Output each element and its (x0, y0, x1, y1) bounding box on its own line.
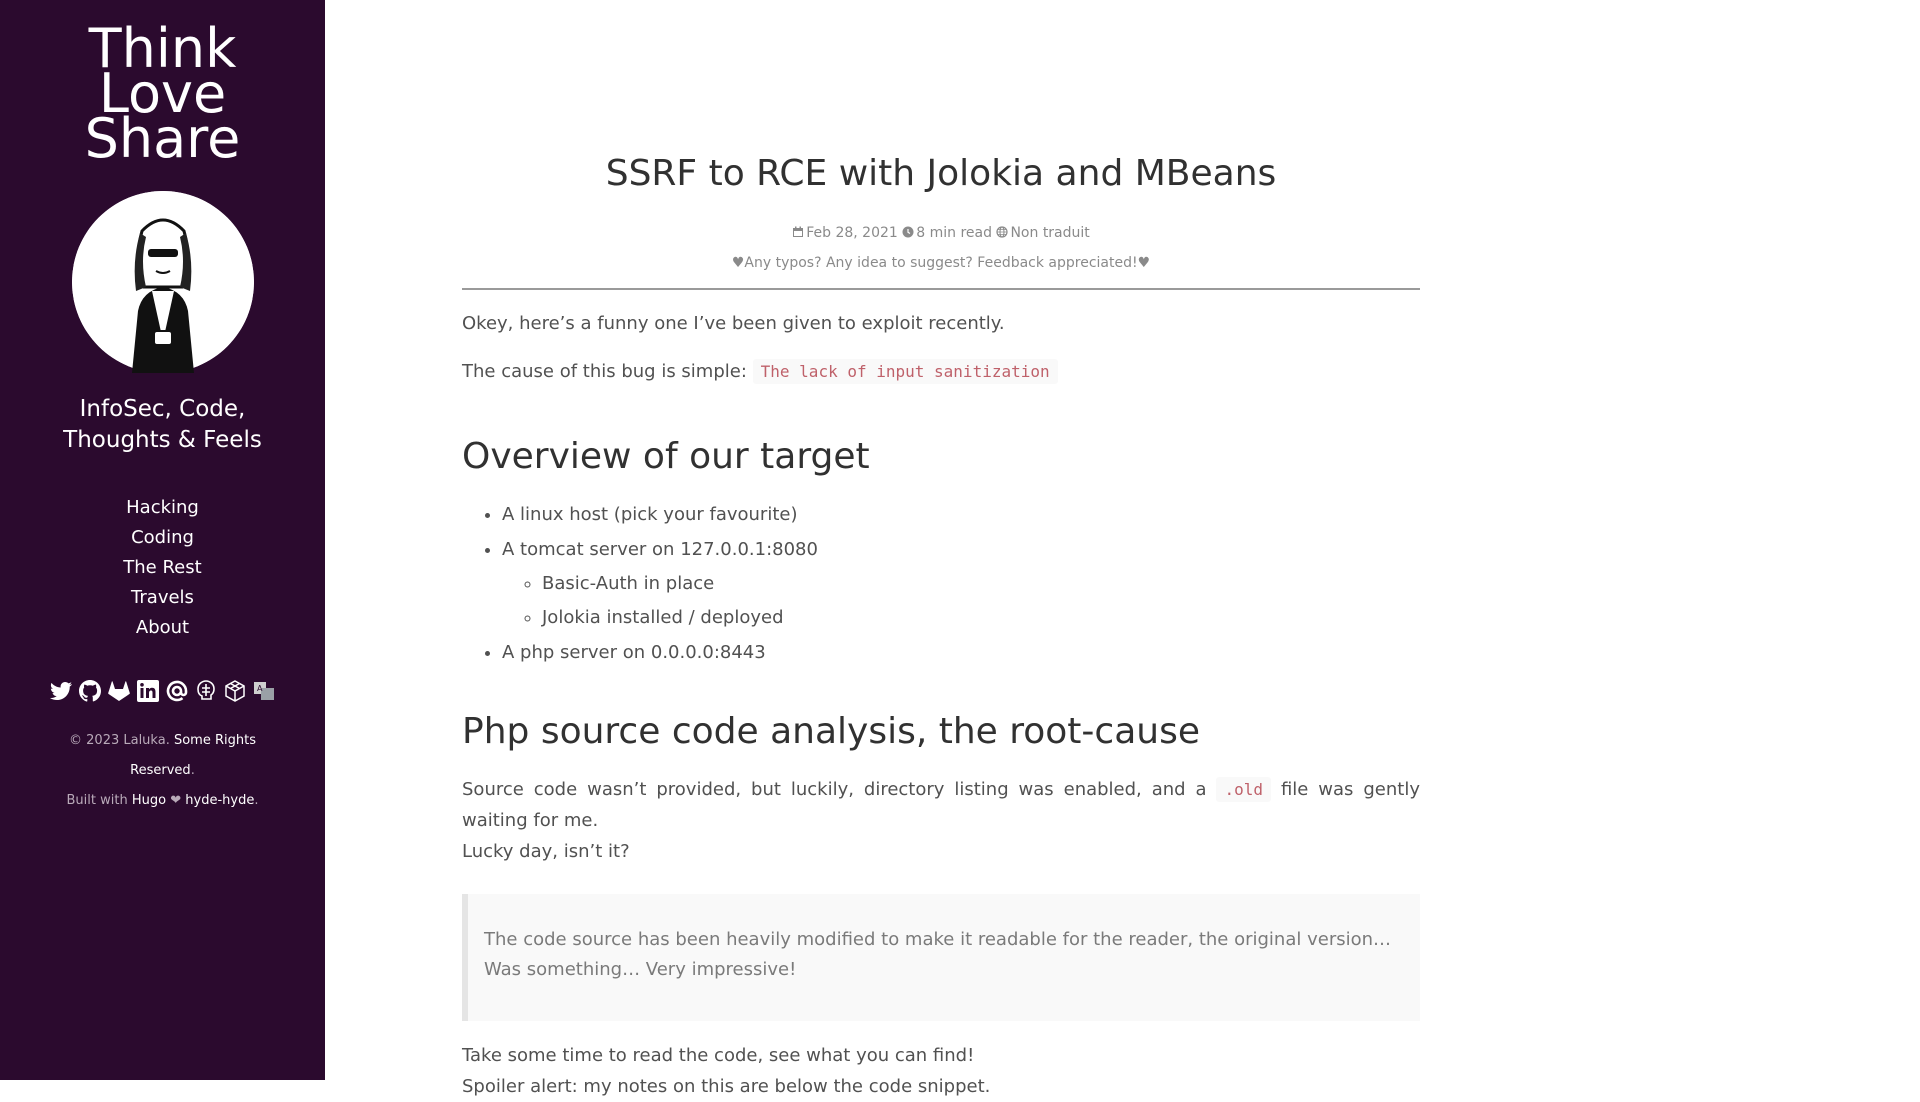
sidebar (0, 0, 325, 1080)
heart-icon: ♥ (1137, 255, 1151, 271)
target-list (502, 497, 1402, 670)
source-suffix: file was gently waiting for me. (462, 779, 1420, 831)
hugo-link[interactable]: Hugo (131, 793, 167, 808)
nav-link-hacking[interactable]: Hacking (126, 497, 199, 518)
nav-link-coding[interactable]: Coding (131, 527, 194, 548)
post-meta (462, 225, 1420, 241)
sidebar-item-the-rest (0, 553, 325, 583)
theme-link[interactable]: hyde-hyde (185, 793, 255, 808)
cube-icon[interactable] (223, 679, 247, 703)
built-with-text: Built with (66, 793, 128, 808)
sub-list (502, 567, 1402, 635)
hackthebox-icon[interactable] (194, 679, 218, 703)
sidebar-item-travels (0, 583, 325, 613)
quote-line: Was something… Very impressive! (484, 959, 797, 980)
nav-link-about[interactable]: About (135, 617, 190, 638)
site-title-line: Share (84, 107, 241, 170)
translation-status: Non traduit (1010, 225, 1090, 241)
list-item: • A php server on 0.0.0.0:8443 (502, 635, 1402, 670)
intro-paragraph: Okey, here’s a funny one I’ve been given to exploit recently. (462, 313, 1005, 334)
sidebar-item-about (0, 613, 325, 643)
inline-code: The lack of input sanitization (753, 359, 1058, 384)
source-paragraph (462, 774, 1420, 867)
site-tagline: InfoSec, Code, Thoughts & Feels (63, 396, 262, 453)
divider (462, 288, 1420, 290)
calendar-icon (792, 226, 804, 238)
sidebar-item-coding (0, 523, 325, 553)
closing-paragraph (462, 1040, 1420, 1102)
cause-prefix: The cause of this bug is simple: (462, 361, 747, 382)
take-time-text: Take some time to read the code, see what you can find! (462, 1045, 975, 1066)
post-title: SSRF to RCE with Jolokia and MBeans (605, 153, 1277, 194)
blockquote (462, 894, 1420, 1021)
heading-overview: Overview of our target (462, 436, 870, 477)
rights-link[interactable]: Some Rights Reserved (130, 733, 256, 778)
avatar-illustration (72, 191, 254, 373)
heading-analysis: Php source code analysis, the root-cause (462, 711, 1200, 752)
site-title-link[interactable] (0, 17, 325, 170)
read-time: 8 min read (916, 225, 992, 241)
globe-icon (996, 226, 1008, 238)
list-item (502, 532, 1402, 635)
avatar (72, 191, 254, 373)
site-title-line: Love (98, 62, 227, 125)
github-icon[interactable] (78, 679, 102, 703)
gitlab-icon[interactable] (107, 679, 131, 703)
site-title-line: Think (88, 17, 237, 80)
source-prefix: Source code wasn’t provided, but luckily, directory listing was enabled, and a (462, 779, 1207, 800)
nav-link-travels[interactable]: Travels (131, 587, 194, 608)
linkedin-icon[interactable] (136, 679, 160, 703)
list-item: ◦ Jolokia installed / deployed (542, 601, 1402, 635)
clock-icon (902, 226, 914, 238)
spoiler-text: Spoiler alert: my notes on this are below the code snippet. (462, 1076, 991, 1097)
sidebar-footer: © 2023 Laluka. Some Rights Reserved. Built with Hugo ❤ hyde-hyde. (66, 733, 259, 808)
translate-icon[interactable] (252, 679, 276, 703)
sidebar-item-hacking (0, 493, 325, 523)
heart-icon: ♥ (731, 255, 745, 271)
post-date: Feb 28, 2021 (806, 225, 898, 241)
sidebar-nav (0, 493, 325, 643)
feedback-text: Any typos? Any idea to suggest? Feedback appreciated! (744, 255, 1138, 271)
twitter-icon[interactable] (49, 679, 73, 703)
social-links (0, 679, 325, 703)
list-item: ◦ Basic-Auth in place (542, 567, 1402, 601)
feedback-note (462, 255, 1420, 271)
email-icon[interactable] (165, 679, 189, 703)
quote-line: The code source has been heavily modified to make it readable for the reader, the original version… (484, 929, 1392, 950)
list-item-text: A tomcat server on 127.0.0.1:8080 (502, 539, 818, 560)
nav-link-the-rest[interactable]: The Rest (123, 557, 202, 578)
svg-text:A: A (257, 684, 263, 693)
cause-paragraph (462, 356, 1420, 387)
copyright-text: © 2023 Laluka. (69, 733, 170, 748)
inline-code: .old (1216, 777, 1271, 802)
lucky-text: Lucky day, isn’t it? (462, 841, 630, 862)
heart-icon: ❤ (170, 793, 182, 808)
list-item: • A linux host (pick your favourite) (502, 497, 1402, 532)
